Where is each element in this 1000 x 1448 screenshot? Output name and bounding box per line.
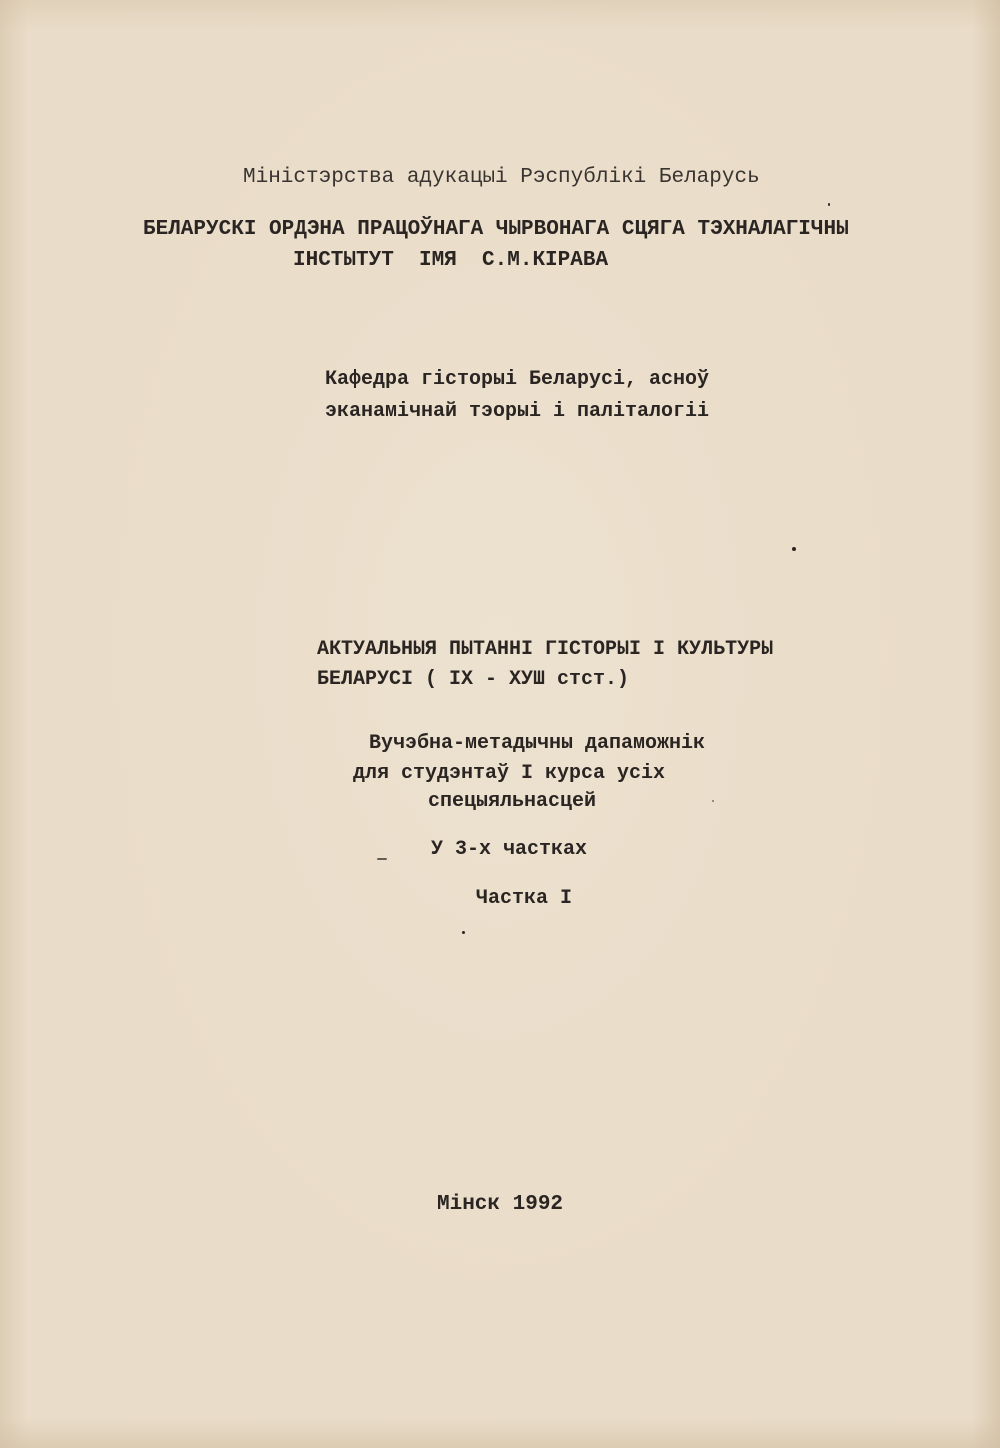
city-year: Мiнск 1992 — [437, 1193, 564, 1216]
ministry-name: Мiнiстэрства адукацыi Рэспублiкi Беларусь — [243, 166, 760, 189]
parts-count: У 3-х частках — [431, 838, 588, 861]
ink-speck — [377, 858, 387, 860]
ink-speck — [828, 203, 830, 206]
ink-speck — [712, 800, 714, 802]
document-title-line-2: БЕЛАРУСI ( IX - ХУШ стст.) — [317, 668, 630, 691]
subtitle-line-2: для студэнтаў I курса усiх — [353, 762, 666, 785]
ink-speck — [462, 931, 465, 934]
ink-speck — [792, 547, 796, 551]
part-number: Частка I — [476, 887, 573, 910]
institute-name-line-2: IНСТЫТУТ IМЯ С.М.КIРАВА — [293, 249, 609, 272]
institute-name-line-1: БЕЛАРУСКI ОРДЭНА ПРАЦОЎНАГА ЧЫРВОНАГА СЦЯГА ТЭХНАЛАГIЧНЫ — [143, 218, 849, 241]
subtitle-line-3: спецыяльнасцей — [428, 790, 597, 813]
department-line-1: Кафедра гiсторыi Беларусi, асноў — [325, 368, 710, 391]
document-title-line-1: АКТУАЛЬНЫЯ ПЫТАННI ГIСТОРЫI I КУЛЬТУРЫ — [317, 638, 774, 661]
department-line-2: эканамiчнай тэорыi i палiталогii — [325, 400, 710, 423]
subtitle-line-1: Вучэбна-метадычны дапаможнiк — [369, 732, 706, 755]
